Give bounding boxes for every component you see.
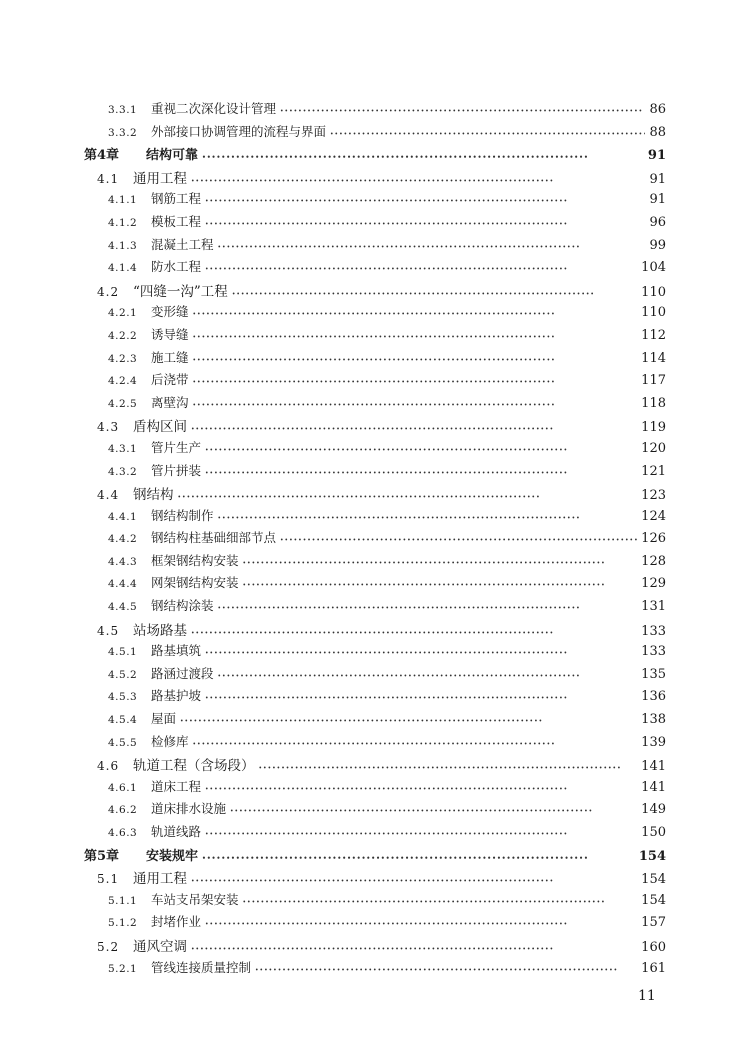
dot-leader [191,628,637,638]
dot-leader [330,129,645,139]
toc-entry-title: 钢结构 [133,487,174,504]
toc-entry-title: 安装规牢 [146,848,199,864]
toc-entry[interactable] [0,167,750,190]
dot-leader [243,558,638,568]
dot-leader [205,648,637,658]
toc-entry-page: 149 [641,802,666,818]
dot-leader [218,671,638,681]
toc-entry-title: 钢结构涂装 [151,598,214,614]
toc-entry-page: 120 [641,440,666,456]
toc-entry-number: 4.2.5 [108,397,138,410]
toc-entry-page: 154 [638,848,666,864]
dot-leader [205,196,645,206]
toc-entry-page: 138 [641,712,666,728]
dot-leader [193,309,638,319]
toc-entry-page: 86 [649,102,666,117]
toc-entry-number: 5.1.1 [108,894,138,907]
dot-leader [205,264,637,274]
toc-entry-number: 4.1 [97,171,120,186]
toc-entry-page: 118 [641,395,666,411]
toc-entry[interactable] [0,257,750,280]
toc-entry-number: 4.5.3 [108,691,138,704]
dot-leader [191,176,645,186]
toc-entry[interactable] [0,596,750,619]
toc-entry[interactable] [0,551,750,574]
toc-entry[interactable] [0,99,750,122]
dot-leader [230,806,637,816]
toc-entry-page: 124 [641,508,666,524]
toc-entry-number: 4.4.4 [108,578,138,591]
toc-entry[interactable] [0,393,750,416]
toc-entry-page: 110 [641,284,666,300]
toc-entry-page: 157 [641,915,666,931]
toc-entry-title: 后浇带 [151,372,189,388]
toc-entry-number: 4.6.2 [108,804,138,817]
toc-entry-number: 5.2 [97,939,120,954]
toc-entry-title: 路基填筑 [151,643,202,659]
page-number: 11 [638,988,656,1004]
toc-entry-title: 道床工程 [151,778,202,794]
toc-entry-page: 126 [641,531,666,547]
toc-entry-page: 161 [641,960,666,976]
toc-entry-title: 轨道工程（含场段） [133,758,255,775]
toc-entry[interactable] [0,912,750,935]
toc-entry-page: 121 [641,463,666,479]
toc-entry-number: 第5章 [84,848,120,864]
toc-entry-page: 99 [649,237,666,253]
toc-entry[interactable] [0,641,750,664]
toc-entry-title: 诱导缝 [151,326,189,342]
toc-entry-number: 4.4 [97,488,120,503]
toc-entry[interactable] [0,506,750,529]
toc-entry[interactable] [0,461,750,484]
toc-entry[interactable] [0,483,750,506]
dot-leader [205,693,637,703]
toc-entry-number: 4.1.1 [108,194,138,207]
toc-entry-title: 钢结构制作 [151,507,214,523]
toc-entry[interactable] [0,235,750,258]
dot-leader [280,535,637,545]
toc-entry-title: 离壁沟 [151,394,189,410]
toc-entry-page: 91 [649,192,666,208]
toc-entry-page: 133 [641,623,666,639]
toc-entry[interactable] [0,799,750,822]
toc-entry[interactable] [0,777,750,800]
toc-entry-title: 管线连接质量控制 [151,959,252,975]
toc-entry-title: 框架钢结构安装 [151,552,239,568]
toc-entry-title: 封堵作业 [151,914,202,930]
toc-entry-title: 通风空调 [133,938,187,955]
toc-entry[interactable] [0,573,750,596]
toc-entry-page: 133 [641,644,666,660]
dot-leader [232,289,637,299]
dot-leader [191,424,637,434]
toc-entry-title: 外部接口协调管理的流程与界面 [151,123,327,139]
toc-entry[interactable] [0,348,750,371]
toc-entry-number: 4.2.4 [108,375,138,388]
toc-entry[interactable] [0,867,750,890]
toc-entry-title: 盾构区间 [133,419,187,436]
toc-entry[interactable] [0,325,750,348]
toc-entry-title: 通用工程 [133,170,187,187]
dot-leader [205,468,637,478]
toc-entry-number: 5.1.2 [108,917,138,930]
toc-entry-page: 91 [647,148,666,164]
toc-entry[interactable] [0,890,750,913]
toc-entry-page: 141 [641,779,666,795]
dot-leader [218,603,638,613]
toc-entry[interactable] [0,686,750,709]
toc-entry-title: 防水工程 [151,259,202,275]
toc-entry-number: 4.6 [97,759,120,774]
toc-entry-title: 结构可靠 [146,148,199,164]
dot-leader [191,944,637,954]
toc-entry[interactable] [0,302,750,325]
toc-entry-page: 104 [641,260,666,276]
toc-entry-number: 第4章 [84,148,120,164]
toc-entry-page: 154 [641,872,666,888]
dot-leader [205,784,637,794]
toc-entry[interactable] [0,528,750,551]
toc-entry-page: 119 [641,420,666,436]
toc-entry[interactable] [0,754,750,777]
toc-entry[interactable] [0,958,750,981]
toc-entry-page: 131 [641,599,666,615]
dot-leader [178,492,638,502]
toc-entry-number: 4.4.1 [108,510,138,523]
toc-entry-page: 112 [641,327,666,343]
toc-entry-number: 4.1.3 [108,239,138,252]
dot-leader [205,219,645,229]
table-of-contents [0,99,750,980]
toc-entry-title: 路基护坡 [151,688,202,704]
toc-entry-number: 5.2.1 [108,962,138,975]
toc-entry-number: 4.2.3 [108,352,138,365]
toc-entry-title: 检修库 [151,733,189,749]
toc-entry-page: 110 [641,305,666,321]
toc-entry-page: 139 [641,734,666,750]
toc-entry[interactable] [0,212,750,235]
toc-entry[interactable] [0,664,750,687]
toc-entry-title: 重视二次深化设计管理 [151,101,277,116]
toc-entry-number: 4.3.1 [108,442,138,455]
toc-entry[interactable] [0,822,750,845]
toc-entry-number: 4.2.2 [108,329,138,342]
toc-entry-number: 4.3 [97,420,120,435]
dot-leader [193,332,638,342]
toc-entry-number: 4.4.2 [108,533,138,546]
dot-leader [180,716,637,726]
toc-entry-number: 4.5.2 [108,668,138,681]
toc-entry-title: 变形缝 [151,304,189,320]
dot-leader [218,242,646,252]
toc-entry[interactable] [0,619,750,642]
dot-leader [205,829,637,839]
dot-leader [193,739,638,749]
toc-entry-title: 管片生产 [151,439,202,455]
toc-entry-title: 路涵过渡段 [151,665,214,681]
dot-leader [243,580,638,590]
toc-entry-number: 3.3.2 [108,126,138,139]
toc-entry[interactable] [0,122,750,145]
toc-entry-title: 模板工程 [151,213,202,229]
dot-leader [193,400,638,410]
dot-leader [255,965,637,975]
toc-entry[interactable] [0,935,750,958]
toc-entry-page: 160 [641,939,666,955]
dot-leader [191,876,637,886]
toc-entry-title: 管片拼装 [151,462,202,478]
toc-entry[interactable] [0,845,750,868]
toc-entry-number: 4.1.4 [108,262,138,275]
toc-entry-title: 钢结构柱基础细部节点 [151,530,277,546]
toc-entry-page: 150 [641,825,666,840]
toc-entry-number: 4.2.1 [108,307,138,320]
toc-entry[interactable] [0,709,750,732]
toc-entry[interactable] [0,438,750,461]
toc-entry[interactable] [0,732,750,755]
toc-entry-title: 施工缝 [151,349,189,365]
dot-leader [243,897,638,907]
toc-entry-number: 4.4.5 [108,601,138,614]
toc-entry-title: 轨道线路 [151,824,202,839]
toc-entry-number: 4.2 [97,284,120,299]
toc-entry-page: 135 [641,666,666,682]
toc-entry-number: 4.3.2 [108,465,138,478]
dot-leader [205,445,637,455]
dot-leader [193,355,638,365]
toc-entry-number: 4.6.1 [108,781,138,794]
toc-entry-number: 4.5.1 [108,646,138,659]
toc-entry-number: 4.6.3 [108,827,138,839]
toc-entry-number: 5.1 [97,872,120,887]
dot-leader [205,919,637,929]
toc-entry-page: 128 [641,553,666,569]
dot-leader [259,763,638,773]
toc-entry-title: 道床排水设施 [151,801,227,817]
toc-entry[interactable] [0,189,750,212]
dot-leader [202,152,644,162]
toc-entry-title: 通用工程 [133,871,187,888]
toc-entry-title: 网架钢结构安装 [151,575,239,591]
toc-entry-title: 混凝土工程 [151,236,214,252]
toc-entry-page: 154 [641,892,666,908]
toc-entry-page: 114 [641,350,666,366]
toc-entry[interactable] [0,144,750,167]
toc-entry-page: 91 [649,171,666,187]
toc-entry-number: 4.5 [97,623,120,638]
toc-entry-page: 123 [641,488,666,504]
dot-leader [280,106,645,116]
toc-entry-page: 96 [649,214,666,230]
toc-entry-page: 117 [641,373,666,389]
toc-entry-number: 4.1.2 [108,216,138,229]
toc-entry-page: 88 [649,124,666,140]
toc-entry-title: “四缝一沟”工程 [133,283,228,300]
toc-entry-page: 141 [641,759,666,775]
dot-leader [202,853,635,863]
toc-entry-page: 129 [641,576,666,592]
toc-entry-title: 钢筋工程 [151,191,202,207]
toc-entry-page: 136 [641,689,666,705]
toc-entry-number: 4.5.5 [108,736,138,749]
dot-leader [218,513,638,523]
toc-entry-number: 3.3.1 [108,104,138,116]
toc-entry[interactable] [0,370,750,393]
toc-entry-title: 屋面 [151,711,177,727]
toc-entry[interactable] [0,280,750,303]
toc-entry-title: 站场路基 [133,622,187,639]
toc-entry-title: 车站支吊架安装 [151,891,239,907]
toc-entry-number: 4.4.3 [108,555,138,568]
dot-leader [193,377,638,387]
toc-entry[interactable] [0,415,750,438]
toc-entry-number: 4.5.4 [108,714,138,727]
